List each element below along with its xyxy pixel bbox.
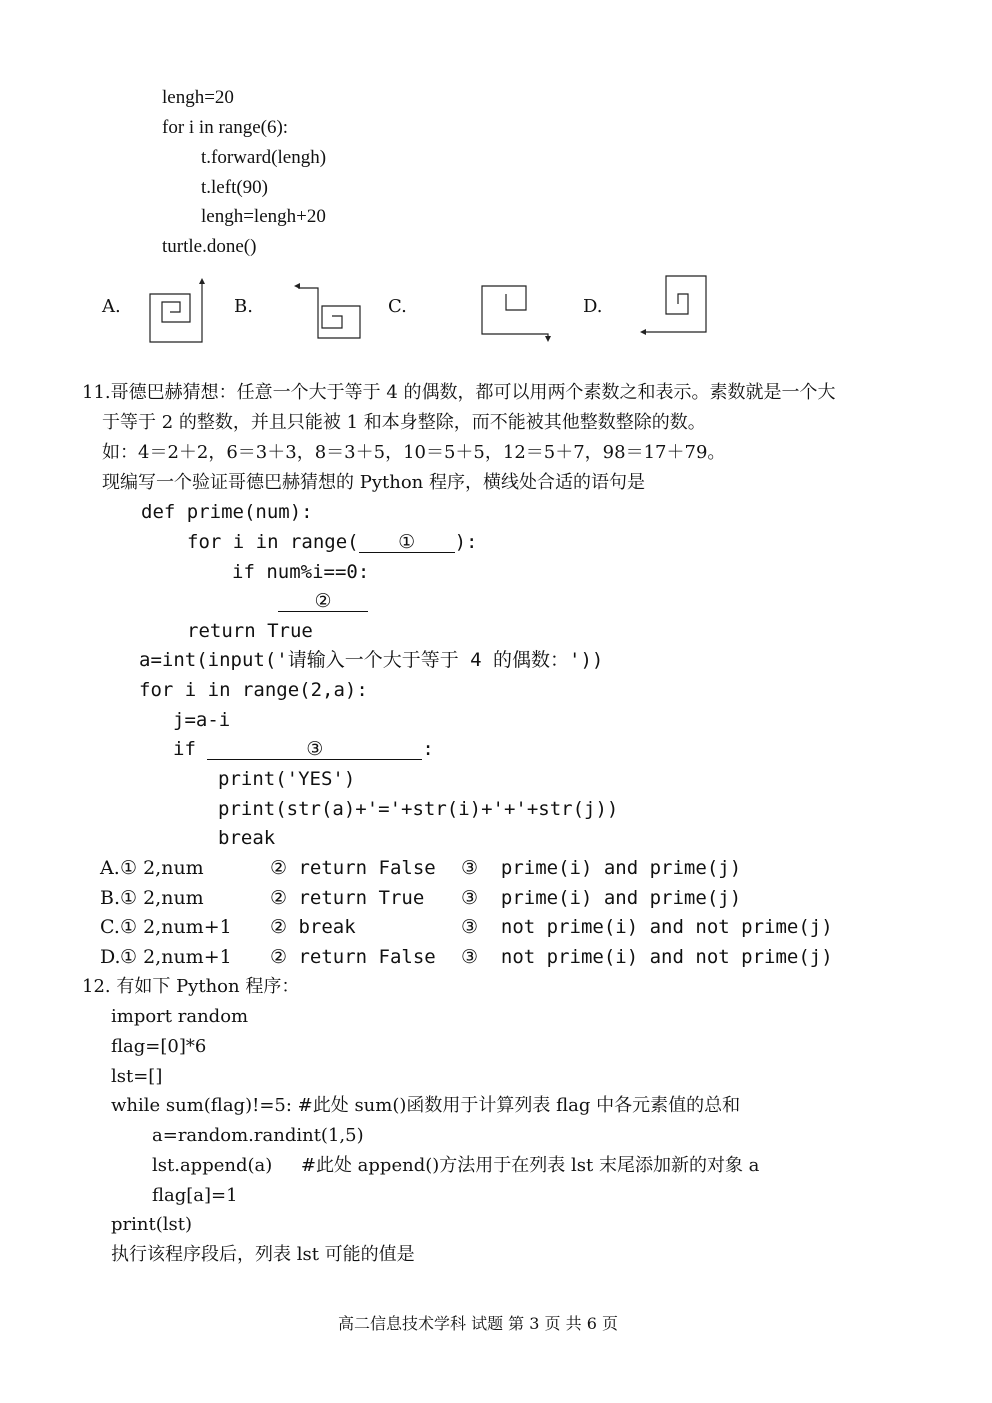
- q11-option-c-blank3: ③ not prime(i) and not prime(j): [461, 916, 833, 938]
- q10-choice-d-label: D.: [583, 296, 603, 317]
- q11-option-a-letter: A.: [100, 857, 120, 879]
- q11-code-for-pre: for i in range(: [187, 531, 359, 553]
- q11-code-j: j=a-i: [173, 709, 231, 731]
- q11-option-a-blank3: ③ prime(i) and prime(j): [461, 857, 742, 879]
- q12-code-line-1: import random: [111, 1006, 249, 1027]
- q12-code-line-2: flag=[0]*6: [111, 1036, 207, 1057]
- q11-code-input: a=int(input('请输入一个大于等于 4 的偶数：')): [139, 649, 604, 671]
- q10-code-line-5: lengh=lengh+20: [201, 206, 326, 227]
- q11-option-b-blank1: ① 2,num: [120, 887, 204, 909]
- q10-code-line-2: for i in range(6):: [162, 117, 289, 138]
- page-footer: 高二信息技术学科 试题 第 3 页 共 6 页: [338, 1314, 618, 1333]
- q11-code-for: [187, 533, 477, 553]
- q10-choice-c-label: C.: [388, 296, 407, 317]
- q10-code-line-6: turtle.done(): [162, 236, 257, 257]
- q11-code-print-sum: print(str(a)+'='+str(i)+'+'+str(j)): [218, 798, 619, 820]
- q12-code-line-5: a=random.randint(1,5): [152, 1125, 364, 1146]
- q12-question: 执行该程序段后，列表 lst 可能的值是: [111, 1244, 415, 1265]
- q11-code-for2: for i in range(2,a):: [139, 679, 368, 701]
- q11-code-if-num: if num%i==0:: [232, 561, 370, 583]
- q10-code-line-3: t.forward(lengh): [201, 147, 327, 168]
- q11-code-if-post: :: [422, 738, 434, 760]
- blank-3: ③: [207, 740, 422, 760]
- q12-code-line-8: print(lst): [111, 1214, 192, 1235]
- blank-1: ①: [359, 533, 455, 553]
- q12-code-line-7: flag[a]=1: [152, 1185, 238, 1206]
- q11-option-d-blank3: ③ not prime(i) and not prime(j): [461, 946, 833, 968]
- q10-figure-c: [474, 270, 560, 346]
- q12-code-line-6: lst.append(a) #此处 append()方法用于在列表 lst 末尾添加新的对象 a: [152, 1155, 760, 1176]
- q11-code-if: [173, 740, 434, 760]
- blank-2: ②: [278, 592, 368, 612]
- q11-code-print-yes: print('YES'): [218, 768, 356, 790]
- q11-option-a-blank1: ① 2,num: [120, 857, 204, 879]
- q11-code-def: def prime(num):: [141, 501, 313, 523]
- q11-stem-line-1: 11.哥德巴赫猜想：任意一个大于等于 4 的偶数，都可以用两个素数之和表示。素数就是一个大: [82, 382, 836, 403]
- q11-option-b-blank3: ③ prime(i) and prime(j): [461, 887, 742, 909]
- q11-option-b-letter: B.: [100, 887, 121, 909]
- q11-stem-line-2: 于等于 2 的整数，并且只能被 1 和本身整除，而不能被其他整数整除的数。: [102, 412, 706, 433]
- q11-option-d-blank2: ② return False: [270, 946, 436, 968]
- q11-option-c-blank2: ② break: [270, 916, 356, 938]
- q11-stem-line-3: 如：4＝2＋2，6＝3＋3，8＝3＋5，10＝5＋5，12＝5＋7，98＝17＋79。: [102, 442, 726, 463]
- q12-code-line-4: while sum(flag)!=5: #此处 sum()函数用于计算列表 flag 中各元素值的总和: [111, 1095, 741, 1116]
- q11-option-d-letter: D.: [100, 946, 121, 968]
- q11-code-break: break: [218, 827, 276, 849]
- q11-stem-line-4: 现编写一个验证哥德巴赫猜想的 Python 程序，横线处合适的语句是: [102, 472, 645, 493]
- q11-option-d-blank1: ① 2,num+1: [120, 946, 232, 968]
- q11-code-blank-2-line: [278, 592, 368, 612]
- q11-option-c-blank1: ① 2,num+1: [120, 916, 232, 938]
- q11-code-return: return True: [187, 620, 313, 642]
- q10-code-line-1: lengh=20: [162, 87, 234, 108]
- q11-code-if-pre: if: [173, 738, 208, 760]
- q10-figure-d: [634, 270, 714, 340]
- q11-option-b-blank2: ② return True: [270, 887, 425, 909]
- q10-choice-a-label: A.: [102, 296, 121, 317]
- q10-figure-a: [140, 270, 220, 350]
- q10-code-line-4: t.left(90): [201, 177, 269, 198]
- q11-option-c-letter: C.: [100, 916, 120, 938]
- q12-code-line-3: lst=[]: [111, 1066, 163, 1087]
- q11-option-a-blank2: ② return False: [270, 857, 436, 879]
- q10-figure-b: [288, 272, 374, 350]
- q10-choice-b-label: B.: [234, 296, 253, 317]
- q12-stem: 12. 有如下 Python 程序：: [82, 976, 300, 997]
- q11-code-for-post: ):: [454, 531, 478, 553]
